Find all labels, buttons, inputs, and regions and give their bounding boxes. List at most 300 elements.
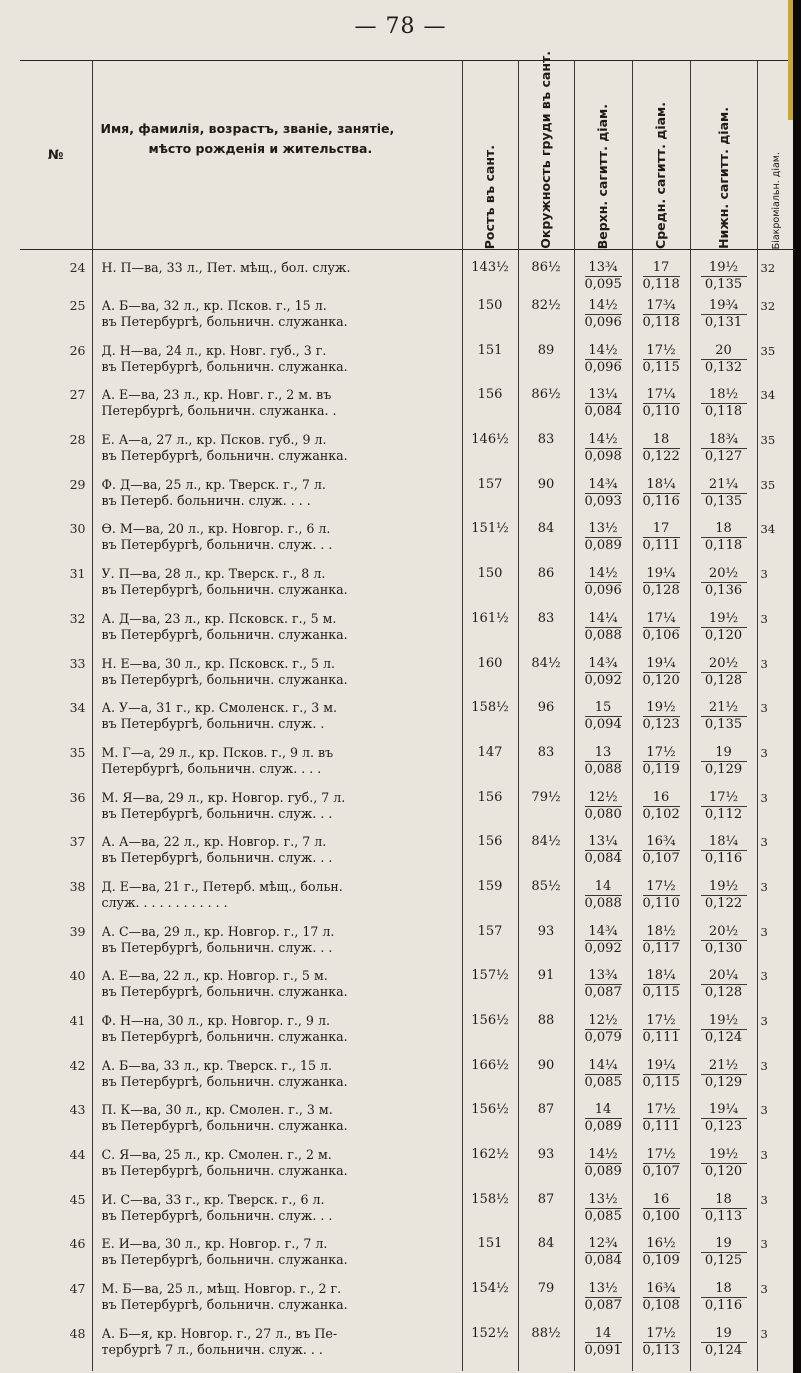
middle-sagittal-cell xyxy=(632,566,690,611)
height-value: 166½ xyxy=(462,1058,518,1103)
person-description-line1: А. Е—ва, 22 л., кр. Новгор. г., 5 м. xyxy=(101,968,328,984)
middle-sagittal-ratio: 0,107 xyxy=(642,1164,680,1180)
chest-value: 83 xyxy=(518,432,574,477)
table-row xyxy=(20,1326,795,1371)
middle-sagittal-cell xyxy=(632,298,690,343)
middle-sagittal-ratio: 0,110 xyxy=(642,404,680,420)
person-description-line2: въ Петербургѣ, больничн. служанка. xyxy=(101,582,348,598)
upper-sagittal-cell xyxy=(574,566,632,611)
middle-sagittal-ratio: 0,106 xyxy=(642,627,680,643)
biacromial-value: 3 xyxy=(757,1147,795,1192)
header-number: № xyxy=(20,61,92,250)
person-description-line2: въ Петербургѣ, больничн. служанка. xyxy=(101,314,348,329)
height-value: 159 xyxy=(462,879,518,924)
person-description-line2: въ Петербургѣ, больничн. служ. . . xyxy=(101,805,333,821)
middle-sagittal-cell xyxy=(632,1058,690,1103)
upper-sagittal-value: 12¾ xyxy=(588,1236,618,1252)
upper-sagittal-cell xyxy=(574,790,632,835)
table-header-row xyxy=(20,61,795,250)
person-description xyxy=(92,924,462,969)
upper-sagittal-ratio: 0,087 xyxy=(584,1298,622,1314)
lower-sagittal-cell xyxy=(690,1236,757,1281)
person-description-line2: въ Петербургѣ, больничн. служанка. xyxy=(101,984,348,1000)
row-number: 33 xyxy=(69,655,86,671)
table-row xyxy=(20,1058,795,1103)
middle-sagittal-ratio: 0,115 xyxy=(642,359,680,375)
upper-sagittal-cell xyxy=(574,745,632,790)
lower-sagittal-value: 21½ xyxy=(708,700,739,716)
biacromial-value: 34 xyxy=(757,521,795,566)
lower-sagittal-ratio: 0,124 xyxy=(701,1342,747,1359)
table-row xyxy=(20,790,795,835)
middle-sagittal-ratio: 0,128 xyxy=(642,583,680,599)
middle-sagittal-cell xyxy=(632,1192,690,1237)
person-description-line1: А. А—ва, 22 л., кр. Новгор. г., 7 л. xyxy=(101,834,327,850)
middle-sagittal-value: 16¾ xyxy=(646,834,676,850)
lower-sagittal-ratio: 0,128 xyxy=(701,672,747,689)
lower-sagittal-ratio: 0,129 xyxy=(701,761,747,778)
upper-sagittal-ratio: 0,089 xyxy=(584,1119,622,1135)
middle-sagittal-ratio: 0,111 xyxy=(642,1119,680,1135)
chest-value: 84 xyxy=(518,1236,574,1281)
upper-sagittal-value: 12½ xyxy=(588,1013,618,1028)
header-height: Ростъ въ сант. xyxy=(482,144,497,249)
upper-sagittal-value: 14½ xyxy=(588,566,618,582)
person-description-line2: въ Петербургѣ, больничн. служанка. xyxy=(101,626,348,642)
middle-sagittal-ratio: 0,109 xyxy=(642,1253,680,1269)
person-description xyxy=(92,790,462,835)
lower-sagittal-ratio: 0,135 xyxy=(701,716,747,733)
person-description-line1: Н. Е—ва, 30 л., кр. Псковск. г., 5 л. xyxy=(101,655,335,671)
upper-sagittal-ratio: 0,084 xyxy=(584,1253,622,1269)
middle-sagittal-cell xyxy=(632,834,690,879)
person-description-line2: служ. . . . . . . . . . . . xyxy=(101,894,228,910)
upper-sagittal-cell xyxy=(574,1058,632,1103)
biacromial-value: 3 xyxy=(757,700,795,745)
upper-sagittal-cell xyxy=(574,387,632,432)
table-row xyxy=(20,1192,795,1237)
person-description xyxy=(92,1281,462,1326)
person-description-line2: въ Петербургѣ, больничн. служанка. xyxy=(101,1252,348,1268)
person-description xyxy=(92,834,462,879)
header-middle-sagittal-cell xyxy=(632,61,690,250)
biacromial-value: 3 xyxy=(757,1326,795,1371)
upper-sagittal-value: 13½ xyxy=(588,521,618,537)
person-description-line2: въ Петербургѣ, больничн. служанка. xyxy=(101,448,348,464)
lower-sagittal-ratio: 0,135 xyxy=(701,276,747,293)
height-value: 157 xyxy=(462,924,518,969)
person-description xyxy=(92,1192,462,1237)
table-row xyxy=(20,250,795,299)
biacromial-value: 3 xyxy=(757,1013,795,1058)
biacromial-value: 3 xyxy=(757,1281,795,1326)
upper-sagittal-value: 14 xyxy=(594,878,612,894)
upper-sagittal-cell xyxy=(574,1281,632,1326)
table-row xyxy=(20,477,795,522)
middle-sagittal-cell xyxy=(632,968,690,1013)
header-name-line1: Имя, фамилія, возрастъ, званіе, занятіе, xyxy=(100,121,395,136)
middle-sagittal-ratio: 0,123 xyxy=(642,717,680,733)
middle-sagittal-ratio: 0,117 xyxy=(642,940,680,956)
chest-value: 88 xyxy=(518,1013,574,1058)
person-description-line1: Ф. Н—на, 30 л., кр. Новгор. г., 9 л. xyxy=(101,1013,330,1028)
person-description-line1: А. Б—я, кр. Новгор. г., 27 л., въ Пе- xyxy=(101,1325,338,1341)
upper-sagittal-ratio: 0,084 xyxy=(584,851,622,867)
lower-sagittal-ratio: 0,113 xyxy=(701,1208,747,1225)
row-number: 35 xyxy=(69,744,86,760)
row-number: 36 xyxy=(69,789,86,805)
upper-sagittal-ratio: 0,096 xyxy=(584,315,622,330)
middle-sagittal-value: 17½ xyxy=(646,1102,676,1118)
chest-value: 96 xyxy=(518,700,574,745)
person-description-line2: въ Петербургѣ, больничн. служанка. xyxy=(101,1118,348,1134)
lower-sagittal-ratio: 0,120 xyxy=(701,1163,747,1180)
upper-sagittal-ratio: 0,085 xyxy=(584,1074,622,1090)
person-description-line1: Д. Е—ва, 21 г., Петерб. мѣщ., больн. xyxy=(101,878,343,894)
person-description xyxy=(92,1013,462,1058)
lower-sagittal-cell xyxy=(690,656,757,701)
chest-value: 84½ xyxy=(518,656,574,701)
upper-sagittal-value: 13¼ xyxy=(588,834,618,850)
upper-sagittal-ratio: 0,096 xyxy=(584,583,622,599)
middle-sagittal-ratio: 0,118 xyxy=(642,277,680,292)
biacromial-value: 35 xyxy=(757,343,795,388)
page-number: — 78 — xyxy=(354,14,447,39)
lower-sagittal-ratio: 0,116 xyxy=(701,850,747,867)
lower-sagittal-cell xyxy=(690,1281,757,1326)
person-description xyxy=(92,387,462,432)
chest-value: 90 xyxy=(518,477,574,522)
upper-sagittal-value: 12½ xyxy=(588,789,618,805)
upper-sagittal-value: 14 xyxy=(594,1325,612,1341)
height-value: 154½ xyxy=(462,1281,518,1326)
upper-sagittal-value: 15 xyxy=(594,700,612,716)
lower-sagittal-value: 20½ xyxy=(708,923,739,939)
upper-sagittal-cell xyxy=(574,968,632,1013)
header-middle-sagittal: Средн. сагитт. діам. xyxy=(653,102,668,249)
middle-sagittal-ratio: 0,111 xyxy=(642,1030,680,1045)
lower-sagittal-value: 19 xyxy=(715,1236,732,1252)
biacromial-value: 3 xyxy=(757,1058,795,1103)
row-number: 25 xyxy=(69,298,86,313)
middle-sagittal-value: 19¼ xyxy=(646,655,676,671)
upper-sagittal-value: 14¼ xyxy=(588,610,618,626)
row-number: 29 xyxy=(69,476,86,492)
upper-sagittal-ratio: 0,088 xyxy=(584,895,622,911)
header-name-line2: мѣсто рожденія и жительства. xyxy=(148,141,373,156)
upper-sagittal-ratio: 0,091 xyxy=(584,1342,622,1358)
lower-sagittal-ratio: 0,136 xyxy=(701,582,747,599)
lower-sagittal-value: 19½ xyxy=(708,260,739,275)
upper-sagittal-value: 14¾ xyxy=(588,923,618,939)
header-biacromial-cell xyxy=(757,61,795,250)
upper-sagittal-value: 14¾ xyxy=(588,476,618,492)
height-value: 151½ xyxy=(462,521,518,566)
middle-sagittal-value: 17 xyxy=(652,521,670,537)
upper-sagittal-cell xyxy=(574,298,632,343)
middle-sagittal-value: 17½ xyxy=(646,744,676,760)
header-upper-sagittal: Верхн. сагитт. діам. xyxy=(595,103,610,249)
upper-sagittal-ratio: 0,088 xyxy=(584,761,622,777)
upper-sagittal-cell xyxy=(574,343,632,388)
middle-sagittal-ratio: 0,111 xyxy=(642,538,680,554)
lower-sagittal-cell xyxy=(690,1147,757,1192)
height-value: 151 xyxy=(462,343,518,388)
middle-sagittal-value: 17¼ xyxy=(646,610,676,626)
row-number: 32 xyxy=(69,610,86,626)
lower-sagittal-value: 21¼ xyxy=(708,476,739,492)
chest-value: 90 xyxy=(518,1058,574,1103)
height-value: 150 xyxy=(462,298,518,343)
person-description-line2: въ Петербургѣ, больничн. служанка. xyxy=(101,1073,348,1089)
chest-value: 79 xyxy=(518,1281,574,1326)
middle-sagittal-ratio: 0,115 xyxy=(642,1074,680,1090)
row-number: 44 xyxy=(69,1147,86,1163)
person-description xyxy=(92,250,462,299)
person-description-line2: въ Петербургѣ, больничн. служанка. xyxy=(101,671,348,687)
lower-sagittal-cell xyxy=(690,432,757,477)
middle-sagittal-value: 19½ xyxy=(646,700,676,716)
chest-value: 86 xyxy=(518,566,574,611)
person-description xyxy=(92,656,462,701)
person-description-line2: въ Петербургѣ, больничн. служанка. xyxy=(101,358,348,374)
upper-sagittal-cell xyxy=(574,1236,632,1281)
lower-sagittal-value: 21½ xyxy=(708,1057,739,1073)
height-value: 156 xyxy=(462,790,518,835)
chest-value: 79½ xyxy=(518,790,574,835)
lower-sagittal-cell xyxy=(690,250,757,299)
person-description-line2: въ Петербургѣ, больничн. служанка. xyxy=(101,1297,348,1313)
middle-sagittal-value: 17¼ xyxy=(646,387,676,403)
middle-sagittal-ratio: 0,107 xyxy=(642,851,680,867)
person-description-line2: Петербургѣ, больничн. служ. . . . xyxy=(101,760,322,776)
table-row xyxy=(20,387,795,432)
biacromial-value: 3 xyxy=(757,1192,795,1237)
person-description xyxy=(92,432,462,477)
row-number: 30 xyxy=(69,521,86,537)
height-value: 150 xyxy=(462,566,518,611)
lower-sagittal-cell xyxy=(690,477,757,522)
height-value: 156 xyxy=(462,387,518,432)
height-value: 157 xyxy=(462,477,518,522)
height-value: 156½ xyxy=(462,1013,518,1058)
chest-value: 88½ xyxy=(518,1326,574,1371)
row-number: 48 xyxy=(69,1325,86,1341)
person-description-line1: М. Б—ва, 25 л., мѣщ. Новгор. г., 2 г. xyxy=(101,1281,342,1297)
person-description xyxy=(92,968,462,1013)
middle-sagittal-value: 17¾ xyxy=(646,298,676,313)
row-number: 46 xyxy=(69,1236,86,1252)
person-description xyxy=(92,879,462,924)
person-description xyxy=(92,611,462,656)
biacromial-value: 3 xyxy=(757,924,795,969)
middle-sagittal-cell xyxy=(632,745,690,790)
middle-sagittal-cell xyxy=(632,656,690,701)
upper-sagittal-cell xyxy=(574,700,632,745)
table-row xyxy=(20,1281,795,1326)
person-description-line2: въ Петербургѣ, больничн. служ. . . xyxy=(101,850,333,866)
middle-sagittal-ratio: 0,116 xyxy=(642,493,680,509)
upper-sagittal-cell xyxy=(574,432,632,477)
person-description xyxy=(92,1326,462,1371)
middle-sagittal-cell xyxy=(632,521,690,566)
middle-sagittal-cell xyxy=(632,387,690,432)
chest-value: 91 xyxy=(518,968,574,1013)
chest-value: 87 xyxy=(518,1192,574,1237)
lower-sagittal-cell xyxy=(690,1192,757,1237)
upper-sagittal-ratio: 0,094 xyxy=(584,717,622,733)
height-value: 143½ xyxy=(462,250,518,299)
upper-sagittal-ratio: 0,089 xyxy=(584,1164,622,1180)
upper-sagittal-value: 14¾ xyxy=(588,655,618,671)
middle-sagittal-cell xyxy=(632,879,690,924)
measurements-table xyxy=(20,51,795,1371)
upper-sagittal-cell xyxy=(574,1326,632,1371)
middle-sagittal-value: 17½ xyxy=(646,342,676,358)
lower-sagittal-cell xyxy=(690,700,757,745)
biacromial-value: 34 xyxy=(757,387,795,432)
person-description xyxy=(92,700,462,745)
person-description-line2: въ Петербургѣ, больничн. служ. . . xyxy=(101,537,333,553)
person-description-line1: А. Б—ва, 33 л., кр. Тверск. г., 15 л. xyxy=(101,1057,333,1073)
biacromial-value: 3 xyxy=(757,968,795,1013)
person-description xyxy=(92,521,462,566)
middle-sagittal-value: 17½ xyxy=(646,1325,676,1341)
chest-value: 93 xyxy=(518,1147,574,1192)
lower-sagittal-ratio: 0,116 xyxy=(701,1297,747,1314)
lower-sagittal-value: 18 xyxy=(715,1281,732,1297)
person-description-line1: А. С—ва, 29 л., кр. Новгор. г., 17 л. xyxy=(101,923,335,939)
upper-sagittal-ratio: 0,093 xyxy=(584,493,622,509)
lower-sagittal-cell xyxy=(690,879,757,924)
middle-sagittal-value: 19¼ xyxy=(646,566,676,582)
height-value: 158½ xyxy=(462,700,518,745)
middle-sagittal-value: 17½ xyxy=(646,1147,676,1163)
height-value: 151 xyxy=(462,1236,518,1281)
person-description-line1: Е. А—а, 27 л., кр. Псков. губ., 9 л. xyxy=(101,432,327,448)
person-description-line2: въ Петербургѣ, больничн. служ. . . xyxy=(101,1207,333,1223)
row-number: 37 xyxy=(69,834,86,850)
middle-sagittal-value: 16¾ xyxy=(646,1281,676,1297)
header-upper-sagittal-cell xyxy=(574,61,632,250)
upper-sagittal-ratio: 0,095 xyxy=(584,277,622,292)
lower-sagittal-ratio: 0,135 xyxy=(701,493,747,510)
biacromial-value: 32 xyxy=(757,298,795,343)
row-number: 42 xyxy=(69,1057,86,1073)
upper-sagittal-ratio: 0,098 xyxy=(584,449,622,465)
middle-sagittal-ratio: 0,120 xyxy=(642,672,680,688)
upper-sagittal-ratio: 0,084 xyxy=(584,404,622,420)
lower-sagittal-ratio: 0,125 xyxy=(701,1252,747,1269)
person-description-line1: М. Я—ва, 29 л., кр. Новгор. губ., 7 л. xyxy=(101,789,346,805)
biacromial-value: 3 xyxy=(757,1102,795,1147)
person-description xyxy=(92,745,462,790)
row-number: 41 xyxy=(69,1013,86,1028)
row-number: 27 xyxy=(69,387,86,403)
middle-sagittal-ratio: 0,118 xyxy=(642,315,680,330)
chest-value: 87 xyxy=(518,1102,574,1147)
upper-sagittal-cell xyxy=(574,611,632,656)
middle-sagittal-ratio: 0,100 xyxy=(642,1208,680,1224)
lower-sagittal-ratio: 0,127 xyxy=(701,448,747,465)
lower-sagittal-cell xyxy=(690,834,757,879)
upper-sagittal-value: 13¼ xyxy=(588,387,618,403)
table-row xyxy=(20,834,795,879)
person-description-line1: А. Б—ва, 32 л., кр. Псков. г., 15 л. xyxy=(101,298,327,313)
biacromial-value: 35 xyxy=(757,477,795,522)
chest-value: 84½ xyxy=(518,834,574,879)
person-description xyxy=(92,1102,462,1147)
lower-sagittal-cell xyxy=(690,924,757,969)
upper-sagittal-ratio: 0,092 xyxy=(584,940,622,956)
table-row xyxy=(20,745,795,790)
middle-sagittal-cell xyxy=(632,250,690,299)
row-number: 40 xyxy=(69,968,86,984)
middle-sagittal-value: 16½ xyxy=(646,1236,676,1252)
upper-sagittal-value: 14½ xyxy=(588,298,618,313)
lower-sagittal-cell xyxy=(690,298,757,343)
lower-sagittal-value: 19½ xyxy=(708,878,739,894)
upper-sagittal-cell xyxy=(574,477,632,522)
middle-sagittal-ratio: 0,122 xyxy=(642,449,680,465)
biacromial-value: 35 xyxy=(757,432,795,477)
lower-sagittal-ratio: 0,118 xyxy=(701,403,747,420)
header-biacromial: Біакроміальн. діам. xyxy=(770,151,782,249)
middle-sagittal-cell xyxy=(632,477,690,522)
lower-sagittal-cell xyxy=(690,521,757,566)
lower-sagittal-value: 20½ xyxy=(708,566,739,582)
person-description xyxy=(92,1236,462,1281)
height-value: 152½ xyxy=(462,1326,518,1371)
person-description-line1: Д. Н—ва, 24 л., кр. Новг. губ., 3 г. xyxy=(101,342,327,358)
lower-sagittal-value: 19½ xyxy=(708,610,739,626)
lower-sagittal-value: 19 xyxy=(715,744,732,760)
lower-sagittal-value: 17½ xyxy=(708,789,739,805)
upper-sagittal-cell xyxy=(574,1192,632,1237)
table-row xyxy=(20,968,795,1013)
middle-sagittal-cell xyxy=(632,1013,690,1058)
person-description xyxy=(92,298,462,343)
upper-sagittal-cell xyxy=(574,1013,632,1058)
header-lower-sagittal: Нижн. сагитт. діам. xyxy=(715,107,731,249)
biacromial-value: 3 xyxy=(757,611,795,656)
lower-sagittal-cell xyxy=(690,1058,757,1103)
header-chest: Окружность груди въ сант. xyxy=(538,51,553,249)
lower-sagittal-value: 18½ xyxy=(708,387,739,403)
lower-sagittal-value: 18 xyxy=(715,1191,732,1207)
middle-sagittal-ratio: 0,108 xyxy=(642,1298,680,1314)
lower-sagittal-cell xyxy=(690,343,757,388)
lower-sagittal-ratio: 0,130 xyxy=(701,940,747,957)
upper-sagittal-ratio: 0,088 xyxy=(584,627,622,643)
person-description-line1: У. П—ва, 28 л., кр. Тверск. г., 8 л. xyxy=(101,566,326,582)
lower-sagittal-ratio: 0,112 xyxy=(701,806,747,823)
upper-sagittal-value: 14¼ xyxy=(588,1057,618,1073)
person-description-line2: въ Петербургѣ, больничн. служ. . . xyxy=(101,939,333,955)
biacromial-value: 32 xyxy=(757,250,795,299)
middle-sagittal-value: 16 xyxy=(652,789,670,805)
lower-sagittal-value: 20½ xyxy=(708,655,739,671)
lower-sagittal-ratio: 0,124 xyxy=(701,1029,747,1046)
chest-value: 84 xyxy=(518,521,574,566)
middle-sagittal-value: 17½ xyxy=(646,878,676,894)
lower-sagittal-cell xyxy=(690,1013,757,1058)
lower-sagittal-cell xyxy=(690,968,757,1013)
table-row xyxy=(20,700,795,745)
upper-sagittal-cell xyxy=(574,1147,632,1192)
lower-sagittal-value: 19¼ xyxy=(708,1102,739,1118)
person-description-line2: въ Петербургѣ, больничн. служанка. xyxy=(101,1163,348,1179)
